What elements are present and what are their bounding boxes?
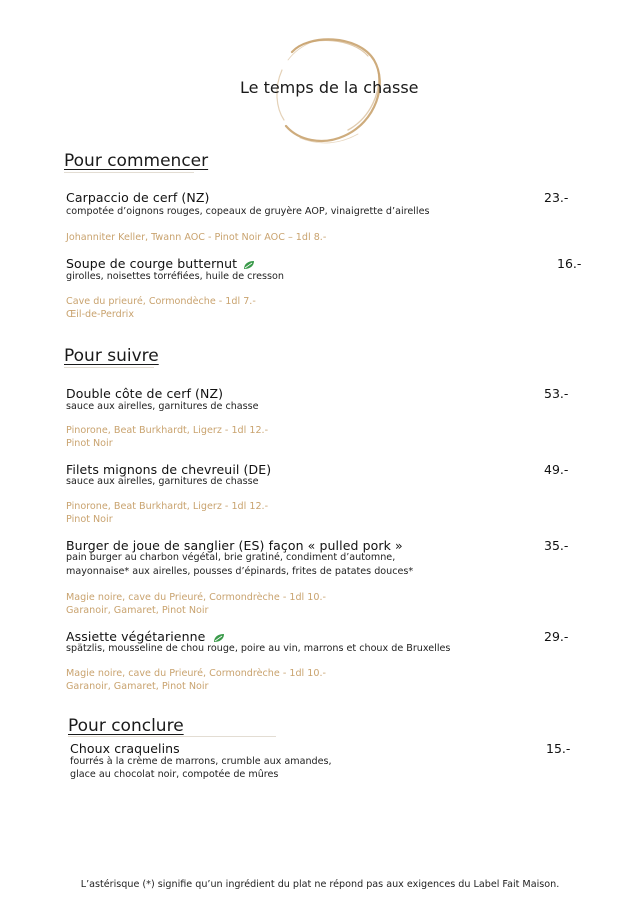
dish-name: Filets mignons de chevreuil (DE) <box>66 462 272 477</box>
wine-pairing: Pinorone, Beat Burkhardt, Ligerz - 1dl 12.- <box>66 501 269 512</box>
dish-price: 53.- <box>544 386 569 401</box>
dish-description: fourrés à la crème de marrons, crumble aux amandes, <box>70 756 332 767</box>
section-title-pour-suivre: Pour suivre <box>64 346 159 366</box>
dish-description: glace au chocolat noir, compotée de mûres <box>70 769 279 780</box>
logo-title: Le temps de la chasse <box>240 78 419 97</box>
leaf-icon <box>213 633 225 643</box>
dish-name: Choux craquelins <box>70 741 180 756</box>
dish-name-text: Assiette végétarienne <box>66 629 206 644</box>
wine-pairing: Garanoir, Gamaret, Pinot Noir <box>66 605 209 616</box>
wine-pairing: Cave du prieuré, Cormondèche - 1dl 7.- <box>66 296 256 307</box>
section-title-pour-commencer: Pour commencer <box>64 151 209 171</box>
wine-pairing: Pinot Noir <box>66 438 113 449</box>
wine-pairing: Magie noire, cave du Prieuré, Cormondrèche - 1dl 10.- <box>66 668 326 679</box>
wine-pairing: Magie noire, cave du Prieuré, Cormondrèche - 1dl 10.- <box>66 592 326 603</box>
section-divider <box>68 736 276 737</box>
dish-name: Double côte de cerf (NZ) <box>66 386 224 401</box>
footer-note: L’astérisque (*) signifie qu’un ingrédient du plat ne répond pas aux exigences du Label Fait Maison. <box>80 879 560 890</box>
dish-description: sauce aux airelles, garnitures de chasse <box>66 476 259 487</box>
logo <box>240 30 419 150</box>
dish-name-text: Soupe de courge butternut <box>66 256 238 271</box>
wine-pairing: Johanniter Keller, Twann AOC - Pinot Noir AOC – 1dl 8.- <box>66 232 327 243</box>
wine-pairing: Œil-de-Perdrix <box>66 309 135 320</box>
dish-description: girolles, noisettes torréfiées, huile de cresson <box>66 271 285 282</box>
section-divider <box>64 172 194 173</box>
dish-price: 29.- <box>544 629 569 644</box>
dish-price: 15.- <box>546 741 571 756</box>
dish-name <box>66 256 255 271</box>
dish-description: mayonnaise* aux airelles, pousses d’épinards, frites de patates douces* <box>66 566 414 577</box>
section-title-pour-conclure: Pour conclure <box>68 716 184 736</box>
wine-pairing: Garanoir, Gamaret, Pinot Noir <box>66 681 209 692</box>
dish-price: 23.- <box>544 190 569 205</box>
dish-description: pain burger au charbon végétal, brie gratiné, condiment d’automne, <box>66 552 396 563</box>
leaf-icon <box>243 260 255 270</box>
wine-pairing: Pinorone, Beat Burkhardt, Ligerz - 1dl 12.- <box>66 425 269 436</box>
dish-price: 16.- <box>557 256 582 271</box>
dish-name: Carpaccio de cerf (NZ) <box>66 190 210 205</box>
dish-name: Burger de joue de sanglier (ES) façon « pulled pork » <box>66 538 403 553</box>
dish-price: 35.- <box>544 538 569 553</box>
dish-description: spätzlis, mousseline de chou rouge, poire au vin, marrons et choux de Bruxelles <box>66 643 451 654</box>
wine-pairing: Pinot Noir <box>66 514 113 525</box>
dish-description: compotée d’oignons rouges, copeaux de gruyère AOP, vinaigrette d’airelles <box>66 206 430 217</box>
dish-description: sauce aux airelles, garnitures de chasse <box>66 401 259 412</box>
section-divider <box>64 367 154 368</box>
dish-price: 49.- <box>544 462 569 477</box>
